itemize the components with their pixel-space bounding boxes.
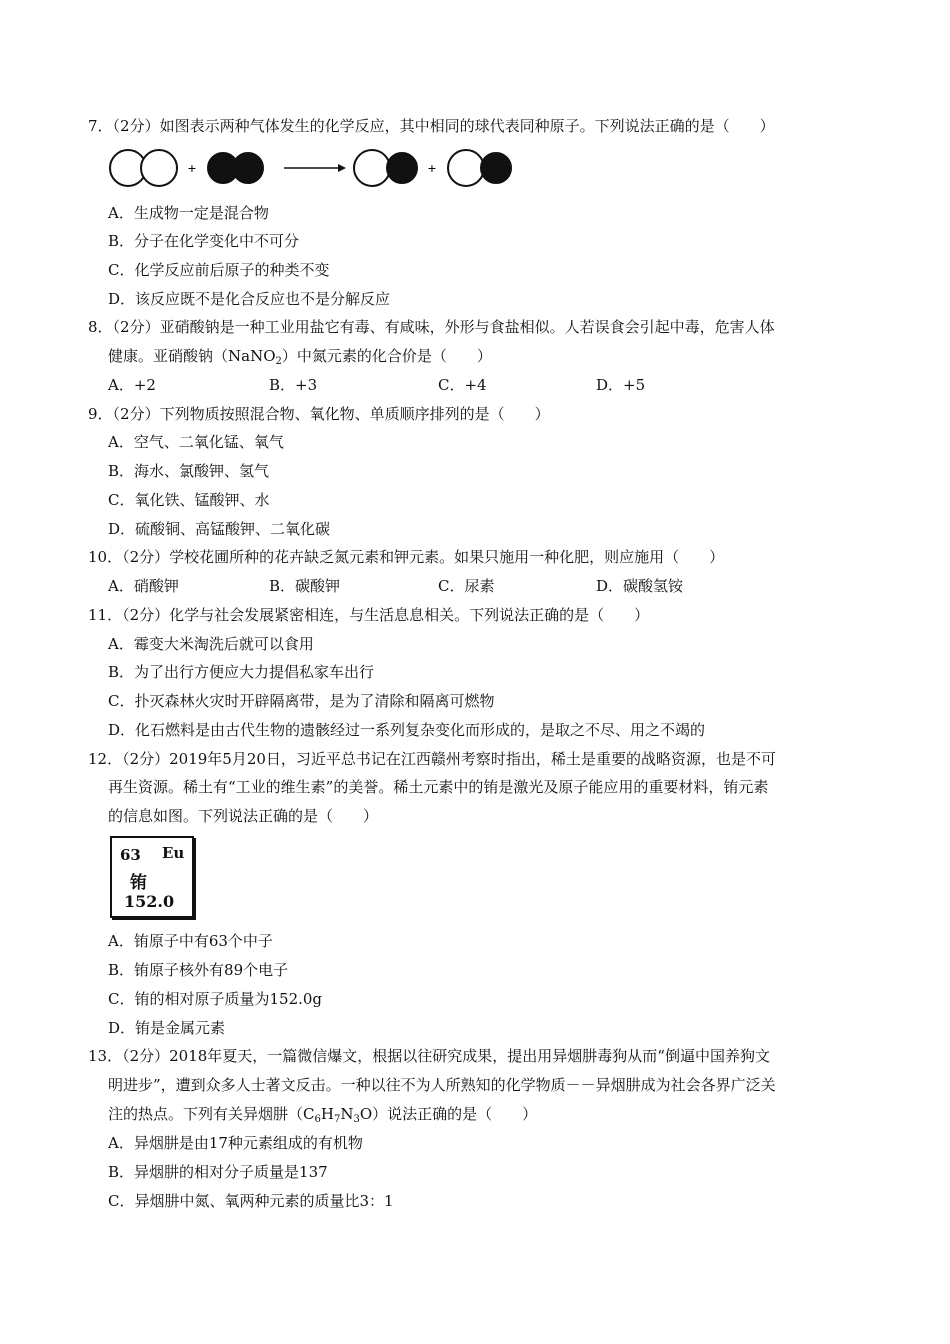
q8-option-c: C．+4 <box>438 376 487 394</box>
product-molecule-2 <box>448 150 511 186</box>
q7-option-b: B．分子在化学变化中不可分 <box>108 232 300 250</box>
element-atomic-mass: 152.0 <box>124 892 175 911</box>
q12-option-b: B．铕原子核外有89个电子 <box>108 961 289 979</box>
q9-option-c: C．氧化铁、锰酸钾、水 <box>108 491 270 509</box>
plus-sign-2: + <box>427 160 437 176</box>
q8-stem-line2: 健康。亚硝酸钠（NaNO$_2$）中氮元素的化合价是（ ） <box>108 347 492 367</box>
q10-option-c: C．尿素 <box>438 577 495 595</box>
q11-option-b: B．为了出行方便应大力提倡私家车出行 <box>108 663 375 681</box>
q11-option-a: A．霉变大米淘洗后就可以食用 <box>108 635 314 653</box>
element-atomic-number: 63 <box>120 846 141 864</box>
q7-option-d: D．该反应既不是化合反应也不是分解反应 <box>108 290 391 308</box>
q8-option-d: D．+5 <box>596 376 646 394</box>
q7-option-c: C．化学反应前后原子的种类不变 <box>108 261 330 279</box>
q11-option-c: C．扑灭森林火灾时开辟隔离带，是为了清除和隔离可燃物 <box>108 692 495 710</box>
q12-stem-line3: 的信息如图。下列说法正确的是（ ） <box>108 807 379 825</box>
q10-option-a: A．硝酸钾 <box>108 577 179 595</box>
q13-option-a: A．异烟肼是由17种元素组成的有机物 <box>108 1134 363 1152</box>
q10-stem: 10．（2分）学校花圃所种的花卉缺乏氮元素和钾元素。如果只施用一种化肥，则应施用（ ） <box>88 548 725 566</box>
q7-option-a: A．生成物一定是混合物 <box>108 204 269 222</box>
q12-option-a: A．铕原子中有63个中子 <box>108 932 273 950</box>
element-symbol: Eu <box>162 844 185 862</box>
q13-stem-line2: 明进步”，遭到众多人士著文反击。一种以往不为人所熟知的化学物质－－异烟肼成为社会各界广泛关 <box>108 1076 776 1094</box>
q13-option-b: B．异烟肼的相对分子质量是137 <box>108 1163 328 1181</box>
element-card-europium <box>110 836 194 918</box>
reactant-molecule-black <box>208 153 263 183</box>
plus-sign-1: + <box>187 160 197 176</box>
q9-option-a: A．空气、二氧化锰、氧气 <box>108 433 284 451</box>
q7-stem: 7．（2分）如图表示两种气体发生的化学反应，其中相同的球代表同种原子。下列说法正确的是（ ） <box>88 117 775 135</box>
product-molecule-1 <box>354 150 417 186</box>
q8-option-b: B．+3 <box>269 376 318 394</box>
q11-option-d: D．化石燃料是由古代生物的遗骸经过一系列复杂变化而形成的，是取之不尽、用之不竭的 <box>108 721 706 739</box>
q10-option-b: B．碳酸钾 <box>269 577 341 595</box>
q13-stem-line3: 注的热点。下列有关异烟肼$(C_6H_7N_3O)$说法正确的是（ ） <box>108 1105 538 1125</box>
q13-stem-line1: 13．（2分）2018年夏天，一篇微信爆文，根据以往研究成果，提出用异烟肼毒狗从而“倒逼中国养狗文 <box>88 1047 770 1065</box>
q9-option-d: D．硫酸铜、高锰酸钾、二氧化碳 <box>108 520 331 538</box>
q12-option-c: C．铕的相对原子质量为152.0g <box>108 990 323 1008</box>
q8-stem-line1: 8．（2分）亚硝酸钠是一种工业用盐它有毒、有咸味，外形与食盐相似。人若误食会引起中毒，危害人体 <box>88 318 775 336</box>
q9-option-b: B．海水、氯酸钾、氢气 <box>108 462 270 480</box>
q12-option-d: D．铕是金属元素 <box>108 1019 226 1037</box>
element-name: 铕 <box>130 873 147 893</box>
q9-stem: 9．（2分）下列物质按照混合物、氧化物、单质顺序排列的是（ ） <box>88 405 550 423</box>
q13-option-c: C．异烟肼中氮、氧两种元素的质量比3：1 <box>108 1192 394 1210</box>
q12-stem-line2: 再生资源。稀土有“工业的维生素”的美誉。稀土元素中的铕是激光及原子能应用的重要材料，铕元素 <box>108 778 769 796</box>
q10-option-d: D．碳酸氢铵 <box>596 577 684 595</box>
reactant-molecule-white <box>110 150 177 186</box>
q8-option-a: A．+2 <box>108 376 156 394</box>
q12-stem-line1: 12．（2分）2019年5月20日，习近平总书记在江西赣州考察时指出，稀土是重要的战略资源，也是不可 <box>88 750 776 768</box>
q11-stem: 11．（2分）化学与社会发展紧密相连，与生活息息相关。下列说法正确的是（ ） <box>88 606 650 624</box>
reaction-diagram <box>106 146 526 190</box>
